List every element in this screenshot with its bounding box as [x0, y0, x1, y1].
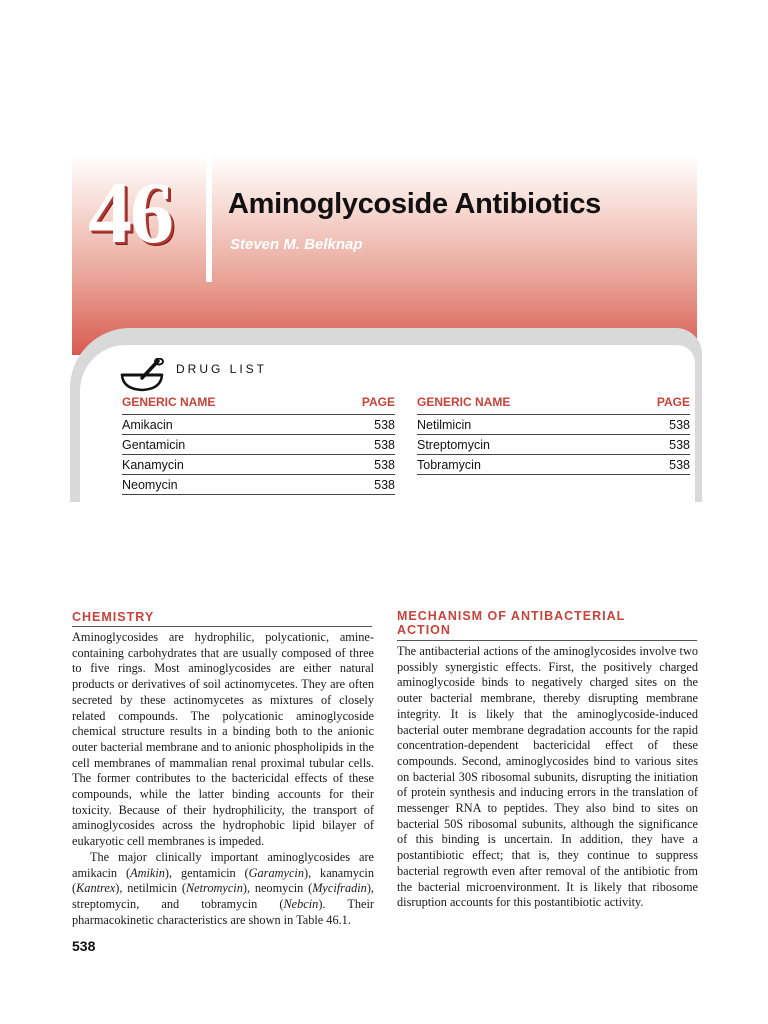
generic-name-header: GENERIC NAME: [417, 395, 618, 415]
brand-name: Netromycin: [185, 881, 243, 896]
drug-page: 538: [323, 415, 395, 435]
drug-list-heading: DRUG LIST: [176, 362, 268, 376]
page-header: PAGE: [618, 395, 690, 415]
drug-name: Neomycin: [122, 475, 323, 495]
mechanism-paragraph-1: The antibacterial actions of the aminoglycosides involve two possibly synergistic effects. First, the positively charged aminoglycoside binds to negatively charged sites on the outer bacterial membrane, thereby disrupting membrane integrity. It is likely that the aminoglycoside-induced bacterial outer membrane degradation accounts for the rapid concentration-dependent bactericidal effect of these compounds. Second, aminoglycosides bind to various sites on bacterial 30S ribosomal subunits, disrupting the initiation of protein synthesis and inducing errors in the translation of messenger RNA to peptides. They also bind to sites on bacterial 50S ribosomal subunits, although the significance of this binding is uncertain. In addition, they have a postantibiotic effect; that is, they continue to suppress bacterial regrowth even after removal of the antibiotic from the bacterial microenvironment. It is likely that ribosome disruption accounts for this postantibiotic activity.: [397, 644, 698, 910]
drug-page: 538: [618, 435, 690, 455]
chapter-title: Aminoglycoside Antibiotics: [228, 188, 601, 220]
drug-page: 538: [323, 475, 395, 495]
brand-name: Mycifradin: [312, 881, 367, 896]
chapter-divider: [206, 156, 212, 282]
chapter-number: 46: [88, 165, 172, 262]
mechanism-column: [397, 644, 698, 911]
brand-name: Garamycin: [248, 865, 304, 880]
drug-row: [122, 455, 395, 475]
chemistry-column: [72, 630, 374, 928]
drug-row: [417, 455, 690, 475]
drug-name: Amikacin: [122, 415, 323, 435]
page-number: 538: [72, 938, 96, 954]
brand-name: Nebcin: [283, 896, 319, 911]
drug-name: Netilmicin: [417, 415, 618, 435]
drug-page: 538: [618, 415, 690, 435]
brand-name: Kantrex: [76, 881, 116, 896]
drug-name: Tobramycin: [417, 455, 618, 475]
generic-name-header: GENERIC NAME: [122, 395, 323, 415]
drug-row: [417, 435, 690, 455]
mortar-and-pestle-icon: [120, 358, 166, 392]
drug-page: 538: [618, 455, 690, 475]
drug-list-table-left: [122, 395, 395, 495]
section-heading-chemistry: CHEMISTRY: [72, 610, 155, 624]
chemistry-paragraph-2: The major clinically important aminoglycosides are amikacin (Amikin), gentamicin (Garamycin), kanamycin (Kantrex), netilmicin (Netromycin), neomycin (Mycifradin), streptomycin, and tobramycin (Nebcin). Their pharmacokinetic characteristics are shown in Table 46.1.: [72, 849, 374, 927]
chemistry-paragraph-1: Aminoglycosides are hydrophilic, polycationic, amine-containing carbohydrates that are usually composed of three to five rings. Most aminoglycosides are either natural products or derivatives of soil actinomycetes. They are often secreted by these actinomycetes as mixtures of closely related compounds. The polycationic aminoglycoside chemical structure results in a binding both to the anionic outer bacterial membrane and to anionic phospholipids in the cell membranes of mammalian renal proximal tubular cells. The former contributes to the bactericidal effects of these compounds, while the latter binding accounts for their toxicity. Because of their hydrophilicity, the transport of aminoglycosides across the hydrophobic lipid bilayer of eukaryotic cell membranes is impeded.: [72, 630, 374, 849]
page-header: PAGE: [323, 395, 395, 415]
drug-list-table-right: [417, 395, 690, 475]
drug-page: 538: [323, 455, 395, 475]
section-heading-mechanism: MECHANISM OF ANTIBACTERIAL ACTION: [397, 609, 626, 637]
drug-name: Gentamicin: [122, 435, 323, 455]
section-rule: [72, 626, 372, 627]
drug-page: 538: [323, 435, 395, 455]
brand-name: Amikin: [130, 865, 165, 880]
section-rule: [397, 640, 697, 641]
chapter-author: Steven M. Belknap: [230, 236, 363, 253]
drug-row: [417, 415, 690, 435]
drug-row: [122, 415, 395, 435]
drug-row: [122, 475, 395, 495]
drug-name: Kanamycin: [122, 455, 323, 475]
drug-name: Streptomycin: [417, 435, 618, 455]
drug-row: [122, 435, 395, 455]
